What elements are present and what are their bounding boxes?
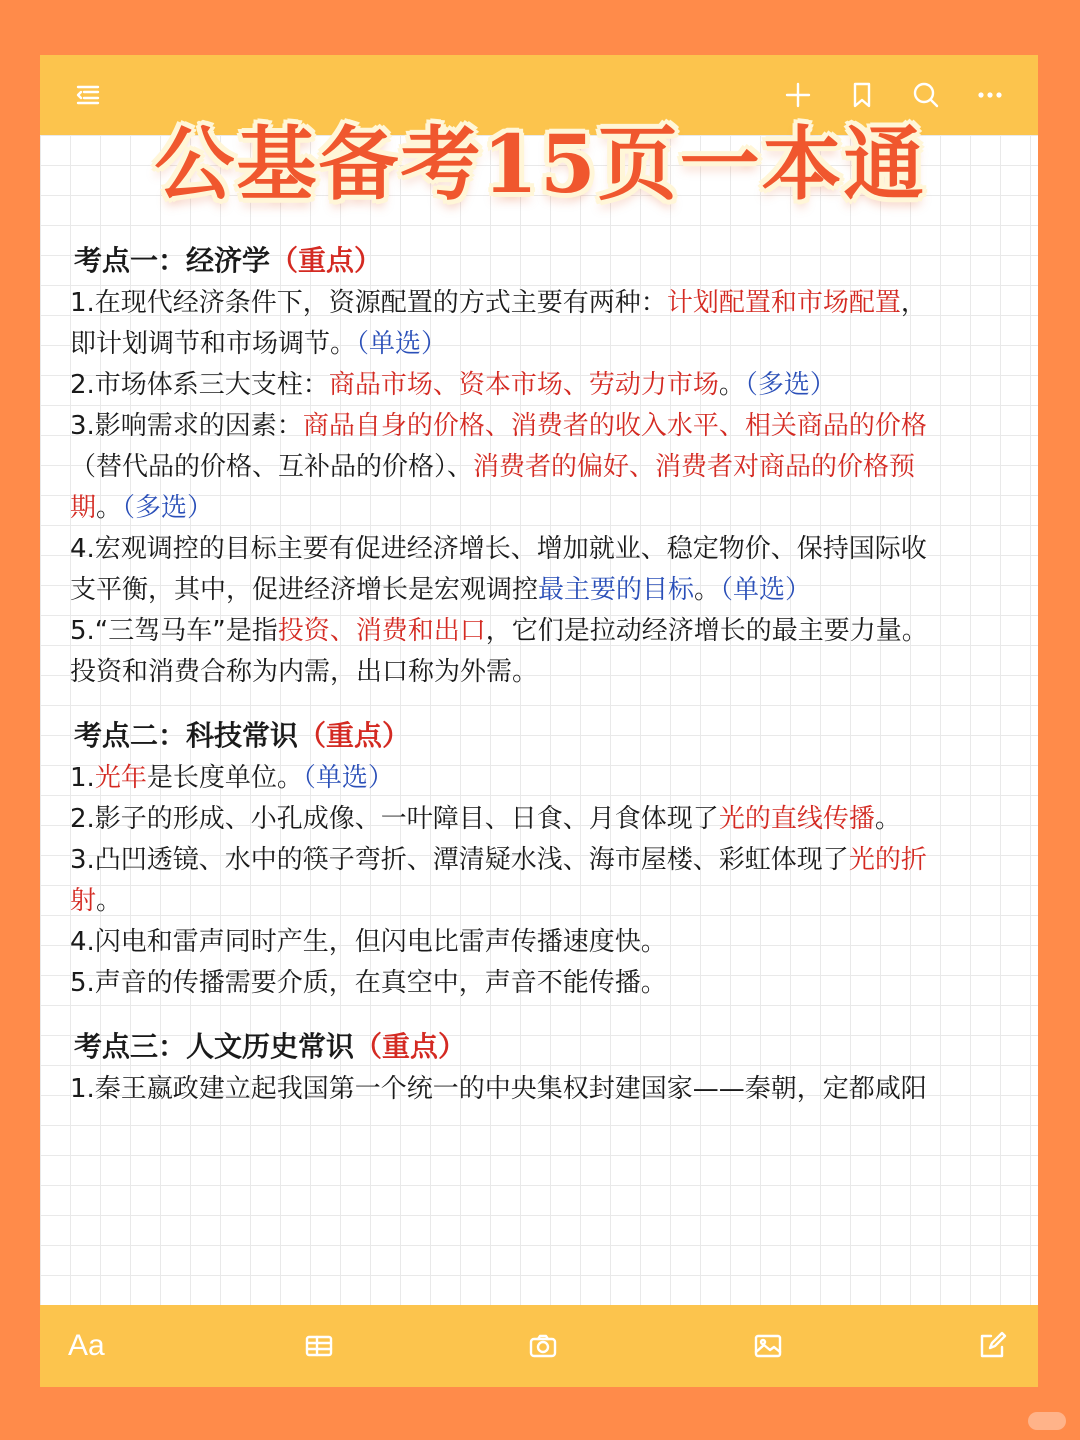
importance-tag: （重点） [298, 719, 411, 752]
list-item [70, 283, 950, 365]
section [70, 240, 950, 693]
watermark [1028, 1412, 1066, 1430]
question-type-text: 最主要的目标 [538, 575, 695, 605]
item-text: 3.影响需求的因素： [70, 411, 303, 441]
key-point-text: 商品自身的价格、消费者的收入水平、相关商品的价格 [302, 411, 927, 441]
item-text: 1. [70, 763, 95, 793]
edit-icon[interactable] [974, 1328, 1010, 1364]
item-text: 5.声音的传播需要介质，在真空中，声音不能传播。 [70, 968, 667, 998]
section-heading [70, 240, 950, 281]
list-item [70, 963, 950, 1004]
key-point-text: 光年 [94, 763, 147, 793]
question-type-text: （单选） [720, 575, 812, 605]
section-heading-text: 考点一：经济学 [74, 244, 271, 277]
key-point-text: 光的直线传播 [718, 804, 875, 834]
item-text: 4.宏观调控的目标主要有促进经济增长、增加就业、稳定物价、保持国际收支平衡，其中，促进经济增长是宏观调控 [70, 534, 927, 605]
list-item [70, 1069, 950, 1110]
section [70, 1026, 950, 1110]
image-icon[interactable] [750, 1328, 786, 1364]
item-text: 2.影子的形成、小孔成像、一叶障目、日食、月食体现了 [70, 804, 719, 834]
item-text: 。 [874, 804, 901, 834]
question-type-text: （单选） [302, 763, 394, 793]
item-text: 。 [694, 575, 721, 605]
item-text: 。 [96, 493, 123, 523]
section [70, 715, 950, 1004]
importance-tag: （重点） [354, 1030, 467, 1063]
list-item [70, 799, 950, 840]
item-text: 2.市场体系三大支柱： [70, 370, 329, 400]
question-type-text: （多选） [122, 493, 214, 523]
page-title: 公基备考15页一本通 [154, 117, 926, 211]
section-heading [70, 1026, 950, 1067]
item-text: 3.凸凹透镜、水中的筷子弯折、潭清疑水浅、海市屋楼、彩虹体现了 [70, 845, 849, 875]
key-point-text: 光的折射 [70, 845, 927, 916]
item-text: 。 [96, 886, 123, 916]
item-text: 1.在现代经济条件下，资源配置的方式主要有两种： [70, 288, 667, 318]
key-point-text: 投资、消费和出口 [277, 616, 486, 646]
table-icon[interactable] [301, 1328, 337, 1364]
section-heading [70, 715, 950, 756]
item-text: ，即计划调节和市场调节。 [70, 288, 927, 359]
key-point-text: 计划配置和市场配置 [666, 288, 901, 318]
section-heading-text: 考点二：科技常识 [74, 719, 299, 752]
section-heading-text: 考点三：人文历史常识 [74, 1030, 355, 1063]
note-content [70, 240, 950, 1132]
question-type-text: （单选） [356, 329, 448, 359]
key-point-text: 商品市场、资本市场、劳动力市场 [328, 370, 719, 400]
item-text: ，它们是拉动经济增长的最主要力量。投资和消费合称为内需，出口称为外需。 [70, 616, 928, 687]
importance-tag: （重点） [270, 244, 383, 277]
list-item [70, 406, 950, 529]
item-text: 4.闪电和雷声同时产生，但闪电比雷声传播速度快。 [70, 927, 667, 957]
list-item [70, 840, 950, 922]
question-type-text: （多选） [744, 370, 836, 400]
item-text: 。 [718, 370, 745, 400]
list-item [70, 922, 950, 963]
camera-icon[interactable] [525, 1328, 561, 1364]
list-item [70, 365, 950, 406]
bottom-toolbar [40, 1305, 1038, 1387]
item-text: （替代品的价格、互补品的价格）、 [70, 452, 474, 482]
key-point-text: 消费者的偏好、消费者对商品的价格预期 [70, 452, 916, 523]
item-text: 是长度单位。 [146, 763, 303, 793]
item-text: 1.秦王嬴政建立起我国第一个统一的中央集权封建国家——秦朝，定都咸阳 [70, 1074, 927, 1104]
list-item [70, 758, 950, 799]
list-item [70, 529, 950, 611]
list-item [70, 611, 950, 693]
item-text: 5.“三驾马车”是指 [70, 616, 278, 646]
text-format-icon[interactable]: Aa [68, 1329, 105, 1362]
